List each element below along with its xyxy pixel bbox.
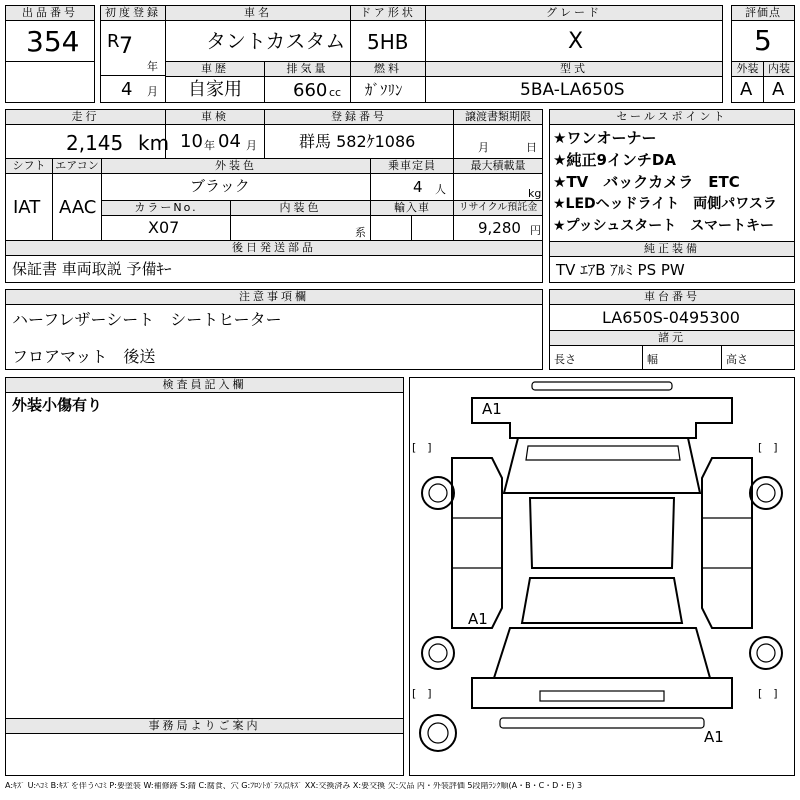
lot-number: 354	[26, 25, 80, 58]
reg-year-unit: 年	[147, 60, 158, 73]
grade-label: グレード	[425, 5, 723, 21]
docs-cell	[453, 124, 543, 159]
history-cell	[165, 76, 265, 103]
colorno-label: カラーNo.	[101, 200, 231, 216]
rear-panel-outline	[472, 678, 732, 708]
recycle-value: 9,280	[478, 219, 521, 237]
windshield-top	[526, 446, 680, 460]
recycle-unit: 円	[530, 224, 541, 237]
colorno-cell	[101, 215, 231, 241]
ac-value: AAC	[59, 197, 97, 218]
load-label: 最大積載量	[453, 158, 543, 174]
bracket-right-bottom: [ ]	[758, 687, 778, 700]
door-value: 5HB	[367, 30, 409, 54]
score-cell	[731, 20, 795, 62]
notes-line-2: フロアマット 後送	[12, 347, 156, 366]
width-cell	[642, 345, 722, 370]
later-cell	[5, 255, 543, 283]
damage-mark-rear: A1	[704, 728, 724, 746]
sales-point-4: ★LEDヘッドライト 両側パワスラ	[553, 196, 777, 212]
rear-hatch-outline	[494, 628, 710, 678]
car-diagram-svg	[410, 378, 794, 775]
color-value: ブラック	[190, 177, 250, 195]
height-cell	[721, 345, 795, 370]
mileage-cell	[5, 124, 170, 159]
model-label: 型式	[425, 61, 723, 77]
door-cell	[350, 20, 426, 62]
inspect-month-unit: 月	[246, 139, 257, 152]
cap-unit: 人	[435, 183, 446, 196]
rear-window-outline	[522, 578, 682, 623]
notes-label: 注意事項欄	[5, 289, 543, 305]
int-label: 内装	[763, 61, 795, 77]
shift-value: IAT	[13, 197, 41, 218]
history-value: 自家用	[188, 79, 242, 100]
later-label: 後日発送部品	[5, 240, 543, 256]
right-body-outline	[702, 458, 752, 628]
height-label: 高さ	[726, 353, 748, 366]
ext-value: A	[740, 79, 753, 100]
sales-point-1: ★ワンオーナー	[553, 129, 657, 147]
disp-label: 排気量	[264, 61, 351, 77]
left-body-outline	[452, 458, 502, 628]
reg-cell	[100, 20, 166, 76]
grade-value: X	[568, 29, 584, 54]
mileage-label: 走行	[5, 109, 166, 125]
load-cell	[453, 173, 543, 201]
inspect-year: 10	[180, 131, 203, 152]
sales-label: セールスポイント	[549, 109, 795, 125]
color-cell	[101, 173, 371, 201]
reg-month-cell	[100, 75, 166, 103]
length-label: 長さ	[554, 353, 576, 366]
model-cell	[425, 76, 723, 103]
length-cell	[549, 345, 643, 370]
legend-text: A:ｷｽﾞ U:ﾍｺﾐ B:ｷｽﾞを伴うﾍｺﾐ P:要塗装 W:補修跡 S:錆 C:腐食、穴 G:ﾌﾛﾝﾄｶﾞﾗｽ点ｷｽﾞ XX:交換済み X:要交換 欠:欠品 内・外装評価 5段階ﾗﾝｸ順(A・B・C・D・E) 3	[5, 782, 583, 790]
chassis-label: 車台番号	[549, 289, 795, 305]
disp-unit: cc	[329, 86, 342, 99]
score-label: 評価点	[731, 5, 795, 21]
inspector-text: 外装小傷有り	[12, 396, 103, 414]
plate-value: 群馬 582ｹ1086	[299, 132, 416, 151]
office-cell	[5, 733, 404, 776]
notes-cell	[5, 304, 543, 370]
equip-label: 純正装備	[549, 241, 795, 257]
damage-mark-front: A1	[482, 400, 502, 418]
inspector-label: 検査員記入欄	[5, 377, 404, 393]
docs-label: 譲渡書類期限	[453, 109, 543, 125]
sales-point-3: ★TV バックカメラ ETC	[553, 173, 740, 191]
door-label: ドア形状	[350, 5, 426, 21]
import-cell-a	[370, 215, 412, 241]
ext-label: 外装	[731, 61, 764, 77]
chassis-cell	[549, 304, 795, 331]
rear-bumper-bar	[500, 718, 704, 728]
lot-blank	[5, 61, 95, 103]
mileage-unit: km	[138, 131, 170, 155]
ac-label: エアコン	[52, 158, 102, 174]
later-value: 保証書 車両取説 予備ｷｰ	[12, 260, 172, 278]
inspect-cell	[165, 124, 265, 159]
front-bumper-bar	[532, 382, 672, 390]
docs-day: 日	[526, 141, 537, 154]
intcolor-unit: 系	[355, 226, 366, 239]
disp-cell	[264, 76, 351, 103]
disp-value: 660	[293, 80, 328, 101]
bracket-right-top: [ ]	[758, 441, 778, 454]
front-right-wheel	[750, 477, 782, 509]
ext-cell	[731, 76, 764, 103]
sales-point-2: ★純正9インチDA	[553, 151, 676, 169]
front-panel-outline	[472, 398, 732, 438]
fuel-value: ｶﾞｿﾘﾝ	[365, 81, 403, 99]
cap-label: 乗車定員	[370, 158, 454, 174]
grade-cell	[425, 20, 723, 62]
inspect-label: 車検	[165, 109, 265, 125]
equip-cell	[549, 256, 795, 283]
sales-point-5: ★プッシュスタート スマートキー	[553, 218, 775, 234]
intcolor-cell	[230, 215, 371, 241]
car-label: 車名	[165, 5, 351, 21]
car-diagram	[409, 377, 795, 776]
inspect-year-unit: 年	[204, 139, 215, 152]
reg-era: R	[107, 31, 120, 52]
equip-value: TV ｴｱB ｱﾙﾐ PS PW	[556, 261, 685, 279]
roof-outline	[530, 498, 674, 568]
bracket-left-bottom: [ ]	[412, 687, 432, 700]
mileage-value: 2,145	[66, 131, 124, 155]
lot-cell	[5, 20, 95, 62]
chassis-value: LA650S-0495300	[602, 308, 740, 327]
shift-cell	[5, 173, 53, 241]
docs-month: 月	[478, 141, 489, 154]
notes-line-1: ハーフレザーシート シートヒーター	[12, 310, 282, 329]
color-label: 外装色	[101, 158, 371, 174]
reg-month: 4	[121, 79, 133, 100]
lot-label: 出品番号	[5, 5, 95, 21]
dims-label: 諸元	[549, 330, 795, 346]
history-label: 車歴	[165, 61, 265, 77]
fuel-label: 燃料	[350, 61, 426, 77]
width-label: 幅	[647, 353, 658, 366]
int-cell	[763, 76, 795, 103]
fuel-cell	[350, 76, 426, 103]
rear-plate-area	[540, 691, 664, 701]
import-label: 輸入車	[370, 200, 454, 216]
damage-mark-side: A1	[468, 610, 488, 628]
plate-cell	[264, 124, 454, 159]
import-cell-b	[411, 215, 454, 241]
sales-cell	[549, 124, 795, 242]
colorno-value: X07	[148, 218, 180, 237]
load-unit: kg	[528, 187, 542, 200]
ac-cell	[52, 173, 102, 241]
intcolor-label: 内装色	[230, 200, 371, 216]
reg-year: 7	[119, 34, 133, 59]
rear-right-wheel	[750, 637, 782, 669]
recycle-cell	[453, 215, 543, 241]
spare-wheel	[420, 715, 456, 751]
plate-label: 登録番号	[264, 109, 454, 125]
recycle-label: リサイクル預託金	[453, 200, 543, 216]
cap-value: 4	[413, 178, 423, 196]
car-cell	[165, 20, 351, 62]
reg-label: 初度登録	[100, 5, 166, 21]
cap-cell	[370, 173, 454, 201]
inspector-cell	[5, 392, 404, 719]
inspect-month: 04	[218, 131, 241, 152]
reg-month-unit: 月	[147, 85, 158, 98]
rear-left-wheel	[422, 637, 454, 669]
bracket-left-top: [ ]	[412, 441, 432, 454]
front-left-wheel	[422, 477, 454, 509]
shift-label: シフト	[5, 158, 53, 174]
office-label: 事務局よりご案内	[5, 718, 404, 734]
car-name: タントカスタム	[206, 29, 346, 53]
int-value: A	[772, 79, 785, 100]
score-value: 5	[754, 24, 772, 57]
model-value: 5BA-LA650S	[520, 80, 625, 100]
